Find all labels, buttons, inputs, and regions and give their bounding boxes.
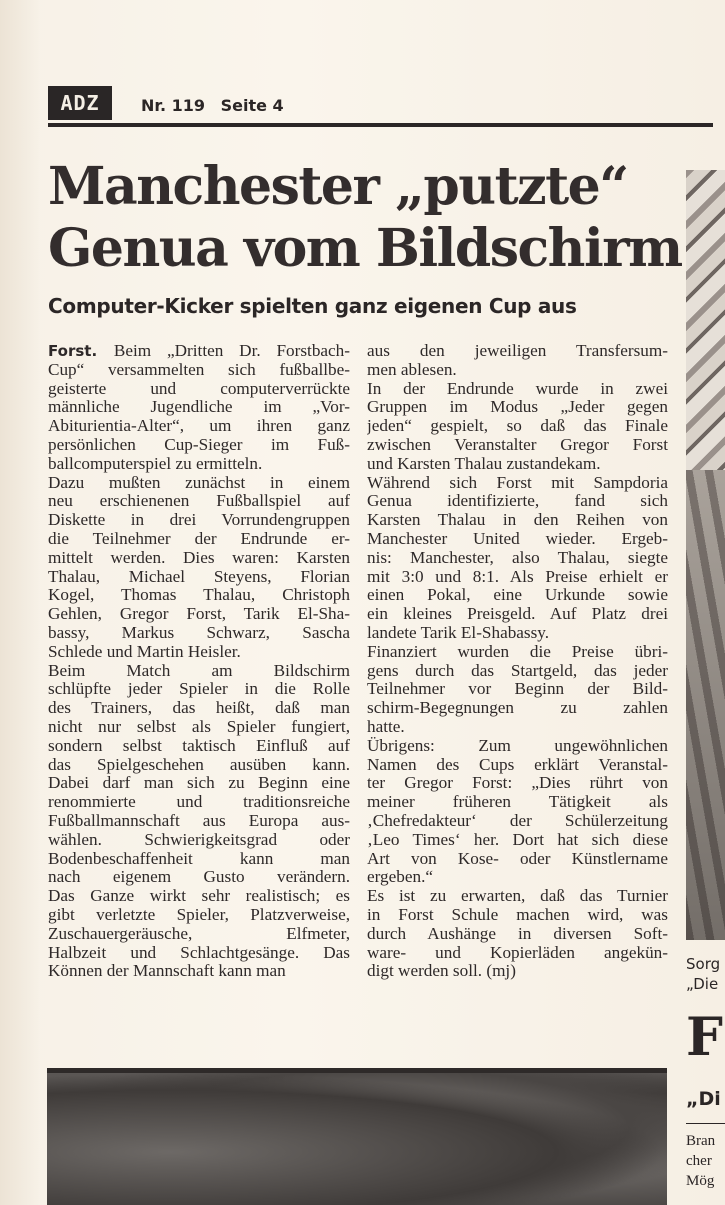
article-line: in Forst Schule machen wird, was — [367, 905, 668, 924]
article-line: Genua identifizierte, fand sich — [367, 492, 668, 511]
headline — [48, 156, 688, 280]
article-line: Abiturientia-Alter“, um ihren ganz — [48, 417, 350, 436]
header-rule — [48, 123, 713, 127]
article-line: hatte. — [367, 717, 405, 736]
article-line: Dabei darf man sich zu Beginn eine — [48, 774, 350, 793]
article-line: gens durch das Startgeld, das jeder — [367, 661, 668, 680]
article-line: nach eigenem Gusto verändern. — [48, 868, 350, 887]
article-column-2 — [367, 342, 668, 981]
article-line: Cup“ versammelten sich fußballbe- — [48, 360, 350, 379]
side-headline-letter: F — [686, 1010, 723, 1066]
article-line: ‚Chefredakteur‘ der Schülerzeitung — [367, 811, 668, 830]
headline-line-1: Manchester „putzte“ — [48, 156, 628, 217]
newspaper-logo: ADZ — [48, 86, 112, 120]
page-shadow — [0, 0, 40, 1205]
article-line: die Teilnehmer der Endrunde er- — [48, 529, 350, 548]
side-caption-line-2: „Die — [686, 975, 719, 993]
article-line: nis: Manchester, also Thalau, siegte — [367, 548, 668, 567]
article-line: ter Gregor Forst: „Dies rührt von — [367, 774, 668, 793]
article-line: Beim Match am Bildschirm — [48, 661, 350, 680]
article-line: Halbzeit und Schlachtgesänge. Das — [48, 943, 350, 962]
article-line: des Trainers, das heißt, daß man — [48, 699, 350, 718]
article-line: nicht nur selbst als Spieler fungiert, — [48, 717, 350, 736]
side-body-text — [686, 1131, 725, 1191]
page-number: Seite 4 — [220, 96, 284, 115]
article-line: Teilnehmer vor Beginn der Bild- — [367, 680, 668, 699]
article-line: Art von Kose- oder Künstlername — [367, 849, 668, 868]
article-line: Kogel, Thomas Thalau, Christoph — [48, 586, 350, 605]
article-line: Thalau, Michael Steyens, Florian — [48, 567, 350, 586]
article-line: einen Pokal, eine Urkunde sowie — [367, 586, 668, 605]
article-line: mittelt werden. Dies waren: Karsten — [48, 548, 350, 567]
article-line: ‚Leo Times‘ her. Dort hat sich diese — [367, 830, 668, 849]
article-line: Fußballmannschaft aus Europa aus- — [48, 811, 350, 830]
article-line: männliche Jugendliche im „Vor- — [48, 398, 350, 417]
article-line: Gruppen im Modus „Jeder gegen — [367, 398, 668, 417]
dateline: Forst. — [48, 342, 114, 360]
article-line: ein kleines Preisgeld. Auf Platz drei — [367, 605, 668, 624]
article-line: schlüpfte jeder Spieler in die Rolle — [48, 680, 350, 699]
article-line: Finanziert wurden die Preise übri- — [367, 642, 668, 661]
article-line: Können der Mannschaft kann man — [48, 962, 286, 981]
article-line: Bodenbeschaffenheit kann man — [48, 849, 350, 868]
article-line: Es ist zu erwarten, daß das Turnier — [367, 887, 668, 906]
article-line: Zuschauergeräusche, Elfmeter, — [48, 924, 350, 943]
side-photo-shade — [686, 470, 725, 940]
article-line: Gehlen, Gregor Forst, Tarik El-Sha- — [48, 605, 350, 624]
side-subheadline: „Di — [686, 1088, 721, 1110]
article-line: In der Endrunde wurde in zwei — [367, 379, 668, 398]
article-line: Das Ganze wirkt sehr realistisch; es — [48, 887, 350, 906]
article-line: Namen des Cups erklärt Veranstal- — [367, 755, 668, 774]
issue-number: Nr. 119 — [141, 96, 206, 115]
article-line: wählen. Schwierigkeitsgrad oder — [48, 830, 350, 849]
article-line: neu erschienenen Fußballspiel auf — [48, 492, 350, 511]
article-line: gibt verletzte Spieler, Platzverweise, — [48, 905, 350, 924]
article-line: zwischen Veranstalter Gregor Forst — [367, 435, 668, 454]
article-line: persönlichen Cup-Sieger im Fuß- — [48, 435, 350, 454]
article-column-1 — [48, 342, 350, 981]
article-line: ballcomputerspiel zu ermitteln. — [48, 454, 263, 473]
side-rule — [686, 1123, 725, 1124]
side-caption-line-1: Sorg — [686, 955, 721, 973]
article-line — [48, 342, 350, 361]
article-line: renommierte und traditionsreiche — [48, 793, 350, 812]
article-line: und Karsten Thalau zustandekam. — [367, 454, 601, 473]
article-line: sondern selbst taktisch Einfluß auf — [48, 736, 350, 755]
article-line: Dazu mußten zunächst in einem — [48, 473, 350, 492]
article-line: das Spielgeschehen ausüben kann. — [48, 755, 350, 774]
article-line: Schlede und Martin Heisler. — [48, 642, 241, 661]
article-line: Diskette in drei Vorrundengruppen — [48, 511, 350, 530]
subheadline: Computer-Kicker spielten ganz eigenen Cup aus — [48, 294, 577, 318]
article-line: jeden“ gespielt, so daß das Finale — [367, 417, 668, 436]
article-line: schirm-Begegnungen zu zahlen — [367, 699, 668, 718]
article-line: bassy, Markus Schwarz, Sascha — [48, 623, 350, 642]
article-line: ware- und Kopierläden angekün- — [367, 943, 668, 962]
article-line-text: Beim „Dritten Dr. Forstbach- — [113, 342, 350, 360]
side-body-line: Bran — [686, 1133, 716, 1149]
article-line: Übrigens: Zum ungewöhnlichen — [367, 736, 668, 755]
article-line: Manchester United wieder. Ergeb- — [367, 529, 668, 548]
article-line: Während sich Forst mit Sampdoria — [367, 473, 668, 492]
bottom-photo — [47, 1073, 667, 1205]
side-body-line: Mög — [686, 1173, 715, 1189]
issue-info — [141, 96, 294, 115]
article-line: digt werden soll. (mj) — [367, 962, 516, 981]
article-line: geisterte und computerverrückte — [48, 379, 350, 398]
article-line: Karsten Thalau in den Reihen von — [367, 511, 668, 530]
article-line: meiner früheren Tätigkeit als — [367, 793, 668, 812]
article-line: men ablesen. — [367, 360, 457, 379]
article-line: mit 3:0 und 8:1. Als Preise erhielt er — [367, 567, 668, 586]
article-line: aus den jeweiligen Transfersum- — [367, 342, 668, 360]
article-line: landete Tarik El-Shabassy. — [367, 623, 550, 642]
article-line: durch Aushänge in diversen Soft- — [367, 924, 668, 943]
headline-line-2: Genua vom Bildschirm — [48, 218, 682, 279]
article-line: ergeben.“ — [367, 868, 434, 887]
side-body-line: cher — [686, 1153, 712, 1169]
